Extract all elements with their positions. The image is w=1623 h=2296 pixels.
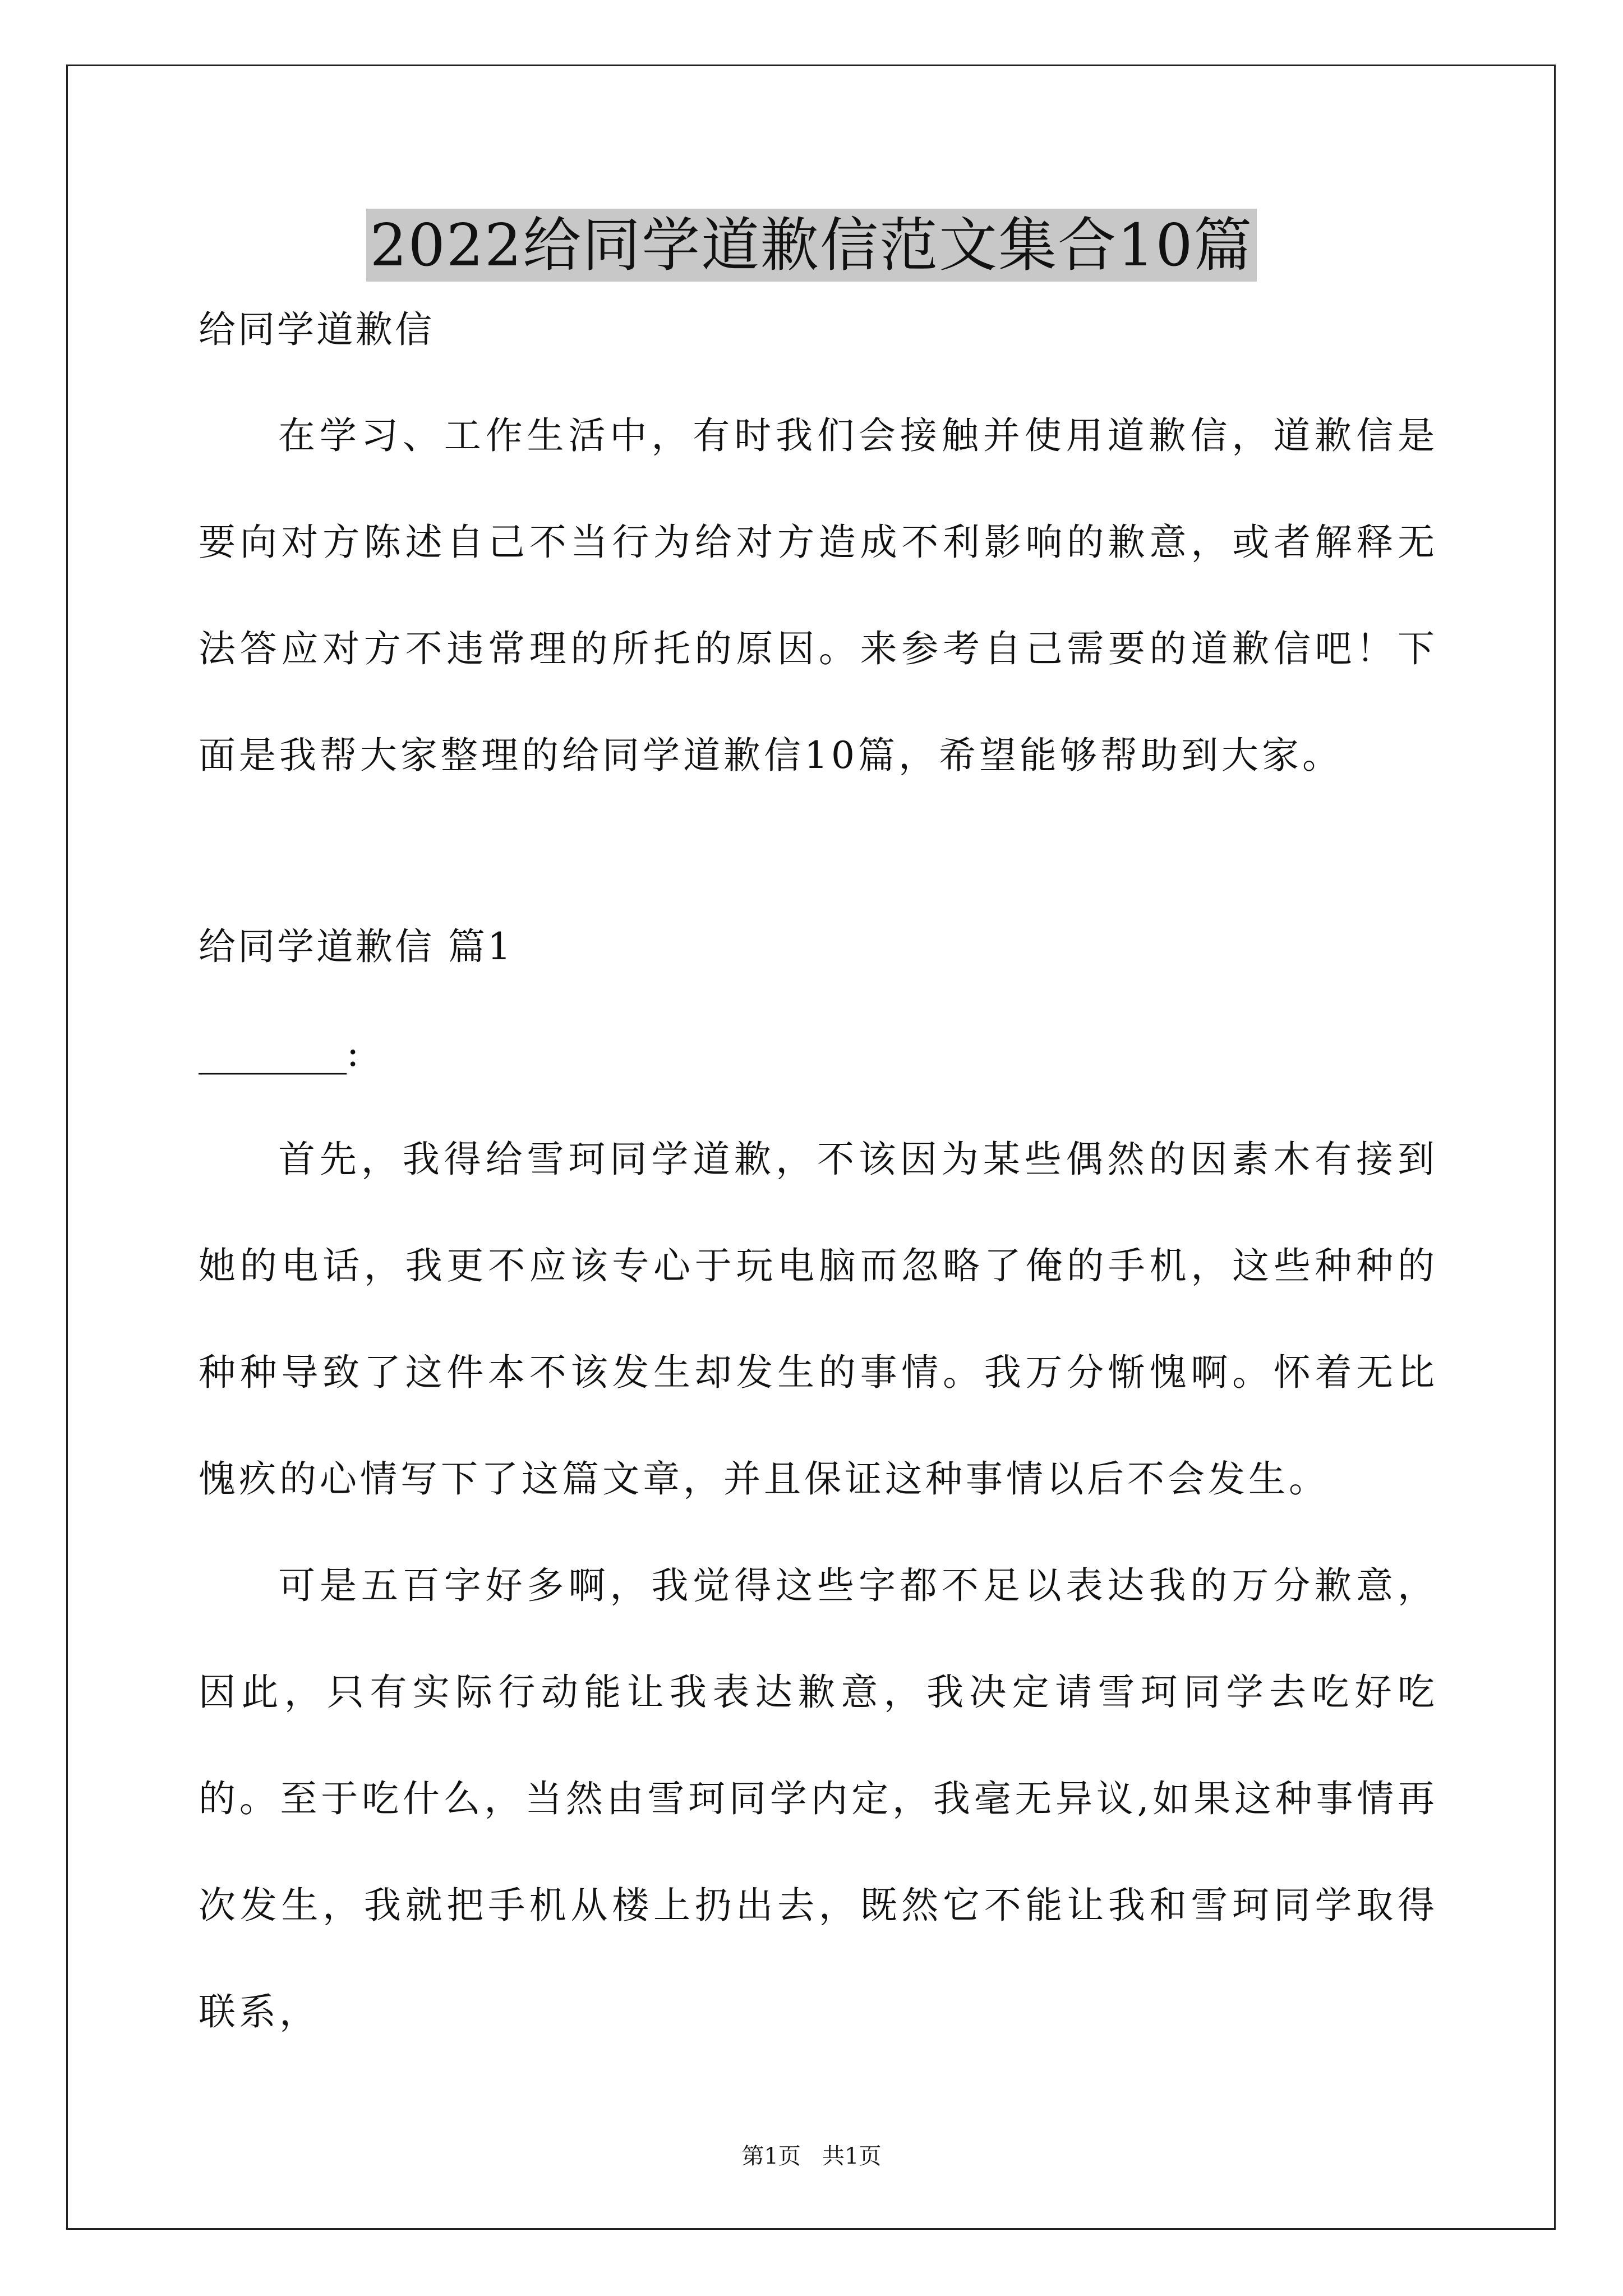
intro-paragraph: 在学习、工作生活中，有时我们会接触并使用道歉信，道歉信是要向对方陈述自己不当行为给对方造成不利影响的歉意，或者解释无法答应对方不违常理的所托的原因。来参考自己需要的道歉信吧！下面是我帮大家整理的给同学道歉信10篇，希望能够帮助到大家。 [199,414,1438,777]
body-paragraph: 可是五百字好多啊，我觉得这些字都不足以表达我的万分歉意，因此，只有实际行动能让我表达歉意，我决定请雪珂同学去吃好吃的。至于吃什么，当然由雪珂同学内定，我毫无异议,如果这种事情再次发生，我就把手机从楼上扔出去，既然它不能让我和雪珂同学取得联系， [199,1564,1438,2033]
body-paragraph: 首先，我得给雪珂同学道歉，不该因为某些偶然的因素木有接到她的电话，我更不应该专心于玩电脑而忽略了俺的手机，这些种种的种种导致了这件本不该发生却发生的事情。我万分惭愧啊。怀着无比愧疚的心情写下了这篇文章，并且保证这种事情以后不会发生。 [199,1138,1438,1501]
page-footer: 第1页 共1页 [741,2143,882,2169]
section-heading: 给同学道歉信 [199,308,434,351]
article-heading: 给同学道歉信 篇1 [199,925,513,968]
document-title: 2022给同学道歉信范文集合10篇 [366,209,1256,282]
salutation-line: ________: [199,1032,359,1075]
document-body [199,303,1438,2065]
title-container [0,209,1623,282]
